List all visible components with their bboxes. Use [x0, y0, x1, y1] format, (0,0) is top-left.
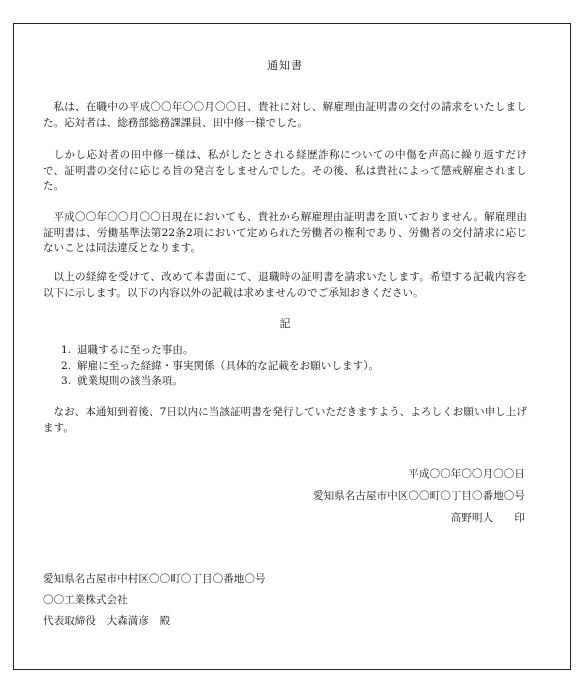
- sender-name: 高野明人 印: [450, 512, 525, 524]
- ki-heading: 記: [279, 317, 291, 330]
- recipient-company: 〇〇工業株式会社: [43, 594, 128, 606]
- list-item: [61, 374, 379, 390]
- item-text: 退職するに至った事由。: [77, 344, 194, 356]
- recipient-address: 愛知県名古屋市中村区〇〇町〇丁目〇番地〇号: [43, 573, 266, 585]
- paragraph-1: 私は、在職中の平成〇〇年〇〇月〇〇日、貴社に対し、解雇理由証明書の交付の請求をいたしました。応対者は、総務部総務課課員、田中修一様でした。: [43, 101, 527, 129]
- document-title: 通知書: [267, 59, 303, 72]
- list-item: [61, 343, 379, 359]
- paragraph-3: 平成〇〇年〇〇月〇〇日現在においても、貴社から解雇理由証明書を頂いておりません。解雇理由証明書は、労働基準法第22条2項において定められた労働者の権利であり、労働者の交付請求に応じないことは同法違反となります。: [43, 211, 527, 254]
- paragraph-4: 以上の経緯を受けて、改めて本書面にて、退職時の証明書を請求いたします。希望する記載内容を以下に示します。以下の内容以外の記載は求めませんのでご承知おきください。: [43, 271, 527, 299]
- request-items-list: [61, 343, 379, 390]
- item-number: 3.: [61, 375, 72, 387]
- sender-address: 愛知県名古屋市中区〇〇町〇丁目〇番地〇号: [313, 490, 525, 502]
- item-number: 1.: [61, 344, 72, 356]
- paragraph-2: しかし応対者の田中修一様は、私がしたとされる経歴詐称についての中傷を声高に繰り返すだけで、証明書の交付に応じる旨の発言をしませんでした。その後、私は貴社によって懲戒解雇されました。: [43, 149, 527, 192]
- sender-date: 平成〇〇年〇〇月〇〇日: [408, 468, 525, 480]
- item-text: 解雇に至った経緯・事実関係（具体的な記載をお願いします）。: [77, 359, 380, 372]
- item-number: 2.: [61, 359, 72, 372]
- recipient-representative: 代表取締役 大森満彦 殿: [43, 615, 171, 627]
- closing-paragraph: なお、本通知到着後、7日以内に当該証明書を発行していただきますよう、よろしくお願い申し上げます。: [43, 406, 527, 434]
- item-text: 就業規則の該当条項。: [77, 375, 183, 387]
- list-item: [61, 359, 379, 375]
